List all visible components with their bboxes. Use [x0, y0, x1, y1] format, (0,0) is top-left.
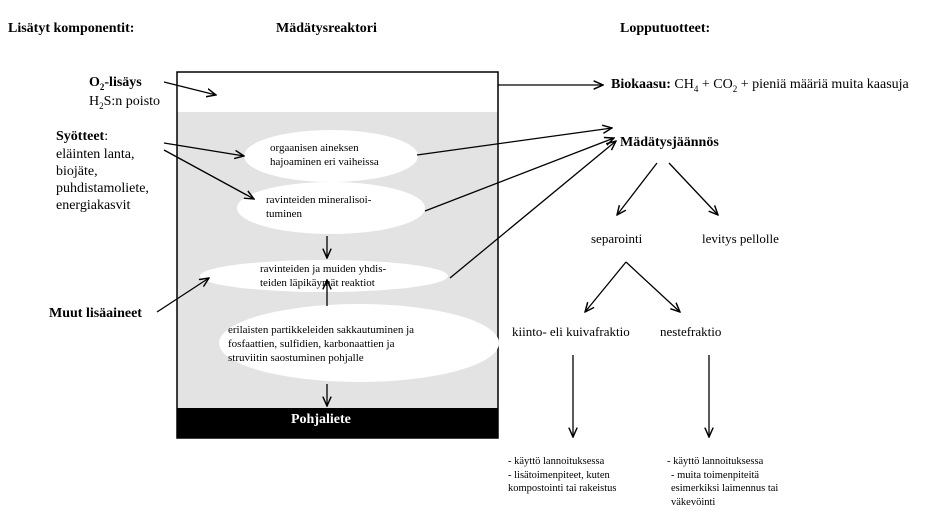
separation-label: separointi: [591, 231, 643, 246]
h2s-removal-label: $H_2S:n$ poisto: [89, 94, 161, 111]
field-application-label: levitys pellolle: [702, 231, 779, 246]
arrow-digestate-to-separation: [617, 163, 657, 215]
reactor-gas-space: [177, 72, 498, 112]
process-sedimentation-text: erilaisten partikkeleiden sakkautuminen ja fosfaattien, sulfidien, karbonaattien ja struviitin saostuminen pohjalle: [228, 324, 415, 364]
arrow-separation-to-solid: [585, 262, 626, 312]
process-mineralization-text: ravinteiden mineralisoi- tuminen: [266, 194, 372, 220]
header-end-products: Lopputuotteet:: [620, 21, 711, 36]
feed-title: Syötteet:: [56, 129, 109, 144]
feed-item: biojäte,: [56, 164, 98, 179]
o2-addition-label: $O_2$-lisäys: [89, 75, 142, 92]
liquid-fraction-label: nestefraktio: [660, 324, 722, 339]
feed-item: energiakasvit: [56, 198, 131, 213]
feed-item: puhdistamoliete,: [56, 181, 149, 196]
feed-item: eläinten lanta,: [56, 147, 135, 162]
liquid-fraction-uses: - käyttö lannoituksessa - muita toimenpiteitä esimerkiksi laimennus tai väkevöinti: [667, 456, 779, 508]
biogas-label: Biokaasu: $CH_4 + CO_2$ + pieniä määriä muita kaasuja: [611, 77, 909, 94]
header-added-components: Lisätyt komponentit:: [8, 21, 135, 36]
process-reactions-text: ravinteiden ja muiden yhdis- teiden läpikäymät reaktiot: [260, 263, 387, 289]
header-reactor: Mädätysreaktori: [276, 21, 377, 36]
solid-fraction-uses: - käyttö lannoituksessa - lisätoimenpiteet, kuten kompostointi tai rakeistus: [508, 456, 617, 495]
arrow-separation-to-liquid: [626, 262, 680, 312]
solid-fraction-label: kiinto- eli kuivafraktio: [512, 324, 630, 339]
digestate-label: Mädätysjäännös: [620, 135, 719, 150]
bottom-sludge-label: Pohjaliete: [291, 412, 351, 427]
other-additives-label: Muut lisäaineet: [49, 306, 142, 321]
process-decomposition-text: orgaanisen aineksen hajoaminen eri vaiheissa: [270, 142, 379, 168]
arrow-digestate-to-field: [669, 163, 718, 215]
